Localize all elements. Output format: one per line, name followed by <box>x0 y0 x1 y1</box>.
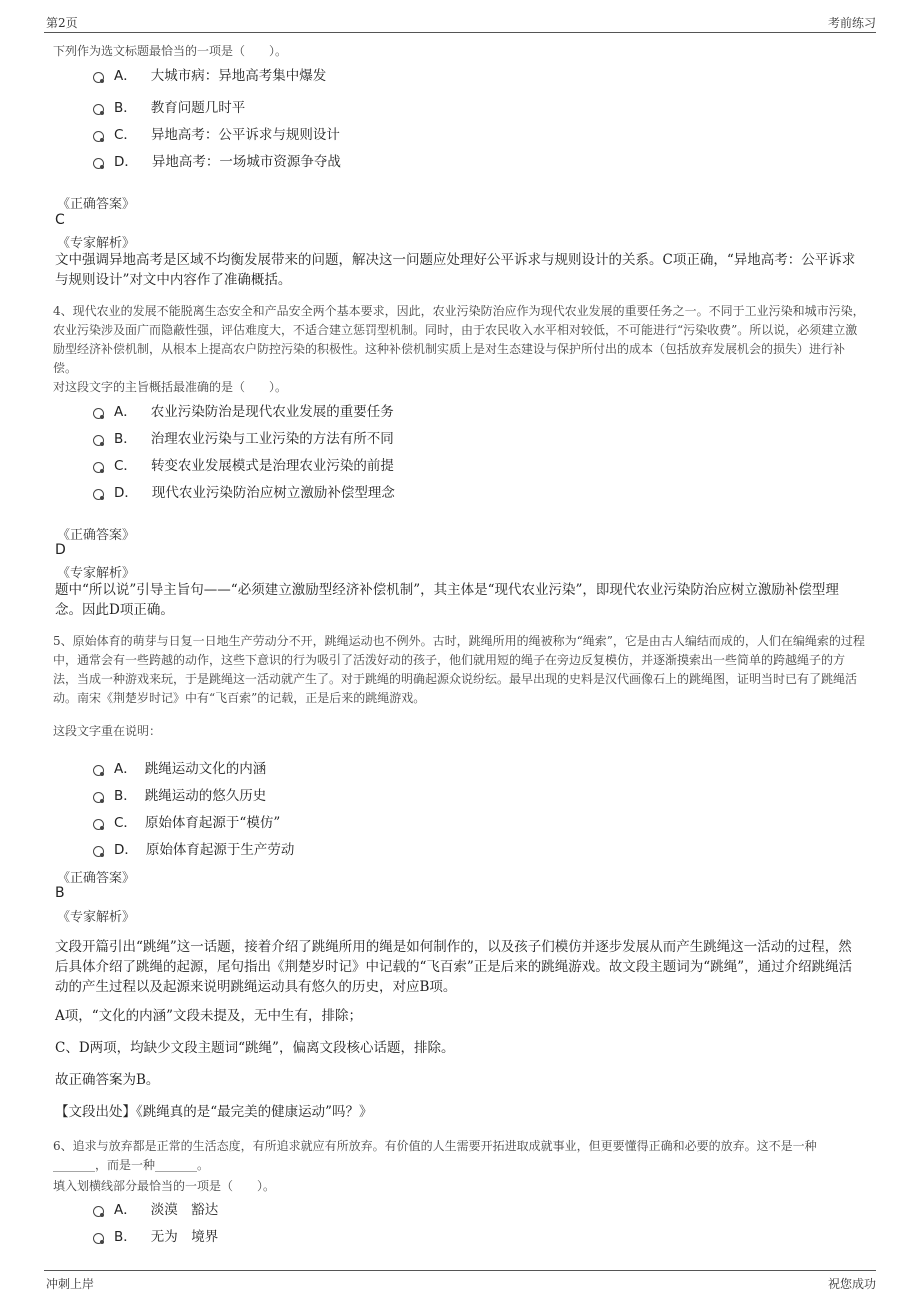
answer-tag: 《正确答案》 <box>57 871 136 886</box>
q4-option-b[interactable]: B． 治理农业污染与工业污染的方法有所不同 <box>93 427 394 447</box>
radio-icon[interactable] <box>93 489 104 500</box>
answer-letter: D <box>55 542 66 558</box>
page-header <box>44 12 876 33</box>
answer-tag: 《正确答案》 <box>57 197 136 212</box>
q5-option-a[interactable]: A． 跳绳运动文化的内涵 <box>93 757 266 777</box>
radio-icon[interactable] <box>93 435 104 446</box>
radio-icon[interactable] <box>93 765 104 776</box>
q6-stem: 填入划横线部分最恰当的一项是（ ）。 <box>53 1179 276 1193</box>
q5-option-c[interactable]: C． 原始体育起源于“模仿” <box>93 811 280 831</box>
q3-option-b[interactable]: B． 教育问题几时平 <box>93 96 245 116</box>
radio-icon[interactable] <box>93 1206 104 1217</box>
q3-option-d[interactable]: D． 异地高考：一场城市资源争夺战 <box>93 150 341 170</box>
q3-stem: 下列作为选文标题最恰当的一项是（ ）。 <box>53 44 288 58</box>
radio-icon[interactable] <box>93 104 104 115</box>
q4-option-c[interactable]: C． 转变农业发展模式是治理农业污染的前提 <box>93 454 394 474</box>
analysis-tag: 《专家解析》 <box>57 566 136 581</box>
radio-icon[interactable] <box>93 158 104 169</box>
header-title: 考前练习 <box>827 16 876 30</box>
analysis-tag: 《专家解析》 <box>57 236 136 251</box>
q5-option-b[interactable]: B． 跳绳运动的悠久历史 <box>93 784 266 804</box>
q5-passage: 5、原始体育的萌芽与日复一日地生产劳动分不开，跳绳运动也不例外。古时，跳绳所用的绳被称为“绳索”，它是由古人编结而成的，人们在编绳索的过程中，通常会有一些跨越的动作，这些下意识的行为吸引了活泼好动的孩子，他们就用短的绳子在旁边反复模仿，并逐渐摸索出一些简单的跨越绳子的方法，当成一种游戏来玩，于是跳绳这一活动就产生了。对于跳绳的明确起源众说纷纭。最早出现的史料是汉代画像石上的跳绳图，证明当时已有了跳绳活动。南宋《荆楚岁时记》中有“飞百索”的记载，正是后来的跳绳游戏。 <box>53 634 865 705</box>
radio-icon[interactable] <box>93 408 104 419</box>
q4-stem: 对这段文字的主旨概括最准确的是（ ）。 <box>53 380 288 394</box>
q3-option-c[interactable]: C． 异地高考：公平诉求与规则设计 <box>93 123 340 143</box>
q4-option-a[interactable]: A． 农业污染防治是现代农业发展的重要任务 <box>93 400 394 420</box>
q4-option-d[interactable]: D． 现代农业污染防治应树立激励补偿型理念 <box>93 481 395 501</box>
radio-icon[interactable] <box>93 846 104 857</box>
footer-left-text: 冲刺上岸 <box>46 1277 95 1291</box>
q6-option-a[interactable]: A． 淡漠 豁达 <box>93 1198 218 1218</box>
analysis-text: 故正确答案为B。 <box>55 1072 160 1088</box>
q5-stem: 这段文字重在说明： <box>53 724 162 738</box>
footer-right-text: 祝您成功 <box>827 1277 876 1291</box>
answer-tag: 《正确答案》 <box>57 528 136 543</box>
answer-letter: C <box>55 212 65 228</box>
analysis-text: 文段开篇引出“跳绳”这一话题，接着介绍了跳绳所用的绳是如何制作的，以及孩子们模仿并逐步发展从而产生跳绳这一活动的过程，然后具体介绍了跳绳的起源，尾句指出《荆楚岁时记》中记载的“飞百索”正是后来的跳绳游戏。故文段主题词为“跳绳”，通过介绍跳绳活动的产生过程以及起源来说明跳绳运动具有悠久的历史，对应B项。 <box>55 939 853 995</box>
q5-option-d[interactable]: D． 原始体育起源于生产劳动 <box>93 838 294 858</box>
page-number: 第2页 <box>46 16 78 30</box>
q3-option-a[interactable]: A． 大城市病：异地高考集中爆发 <box>93 64 326 84</box>
source-note: 【文段出处】《跳绳真的是“最完美的健康运动”吗？》 <box>55 1104 373 1120</box>
radio-icon[interactable] <box>93 1233 104 1244</box>
analysis-tag: 《专家解析》 <box>57 910 136 925</box>
analysis-text: 文中强调异地高考是区域不均衡发展带来的问题，解决这一问题应处理好公平诉求与规则设计的关系。C项正确，“异地高考：公平诉求与规则设计”对文中内容作了准确概括。 <box>55 252 856 288</box>
radio-icon[interactable] <box>93 792 104 803</box>
analysis-text: A项，“文化的内涵”文段未提及，无中生有，排除； <box>55 1008 363 1024</box>
page-footer <box>44 1270 876 1293</box>
analysis-text: C、D两项，均缺少文段主题词“跳绳”，偏离文段核心话题，排除。 <box>55 1040 455 1056</box>
radio-icon[interactable] <box>93 131 104 142</box>
radio-icon[interactable] <box>93 462 104 473</box>
q4-passage: 4、现代农业的发展不能脱离生态安全和产品安全两个基本要求，因此，农业污染防治应作为现代农业发展的重要任务之一。不同于工业污染和城市污染，农业污染涉及面广而隐蔽性强，评估难度大，不适合建立惩罚型机制。同时，由于农民收入水平相对较低，不可能进行“污染收费”。所以说，必须建立激励型经济补偿机制，从根本上提高农户防控污染的积极性。这种补偿机制实质上是对生态建设与保护所付出的成本（包括放弃发展机会的损失）进行补偿。 <box>53 304 865 375</box>
radio-icon[interactable] <box>93 72 104 83</box>
answer-letter: B <box>55 885 65 901</box>
radio-icon[interactable] <box>93 819 104 830</box>
q6-option-b[interactable]: B． 无为 境界 <box>93 1225 218 1245</box>
q6-passage: 6、追求与放弃都是正常的生活态度，有所追求就应有所放弃。有价值的人生需要开拓进取成就事业，但更要懂得正确和必要的放弃。这不是一种_______，而是一种_______。 <box>53 1139 817 1172</box>
analysis-text: 题中“所以说”引导主旨句——“必须建立激励型经济补偿机制”，其主体是“现代农业污染”，即现代农业污染防治应树立激励补偿型理念。因此D项正确。 <box>55 582 839 618</box>
